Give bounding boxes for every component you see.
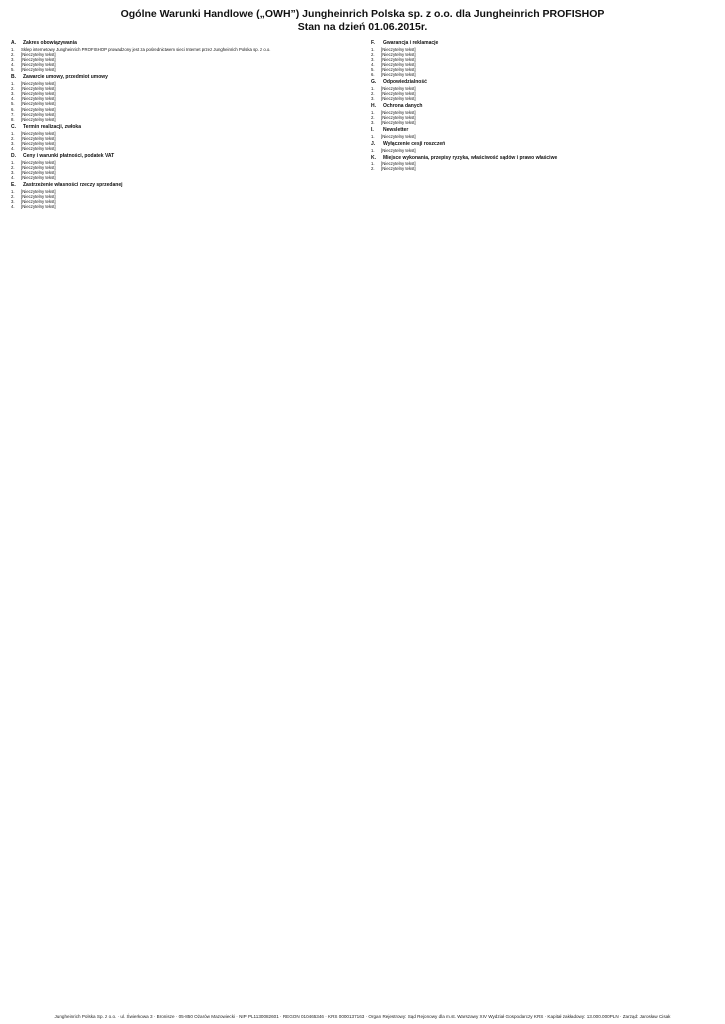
document-title: Ogólne Warunki Handlowe („OWH”) Jungheinrich Polska sp. z o.o. dla Jungheinrich PROFISHOP xyxy=(120,8,605,20)
section-heading xyxy=(11,153,353,159)
section-letter: B. xyxy=(11,74,16,81)
section-title: Odpowiedzialność xyxy=(383,79,427,86)
section-letter: H. xyxy=(371,103,376,110)
clause-text: [Nieczytelny tekst] xyxy=(21,199,56,205)
section-title: Zastrzeżenie własności rzeczy sprzedanej xyxy=(23,182,123,189)
clause-item xyxy=(371,120,713,125)
clause-text: [Nieczytelny tekst] xyxy=(21,175,56,181)
clause-text: [Nieczytelny tekst] xyxy=(21,204,56,210)
clause-text: Sklep internetowy Jungheinrich PROFISHOP prowadzony jest za pośrednictwem sieci Internet przez Jungheinrich Polska sp. z o.o. xyxy=(21,46,271,52)
clause-text: [Nieczytelny tekst] xyxy=(381,67,416,73)
clause-list xyxy=(371,86,713,101)
clause-text: [Nieczytelny tekst] xyxy=(381,56,416,62)
clause-text: [Nieczytelny tekst] xyxy=(381,109,416,115)
section-heading xyxy=(371,155,713,161)
clause-number: 3. xyxy=(11,56,15,62)
section-letter: D. xyxy=(11,153,16,160)
section-title: Newsletter xyxy=(383,127,409,134)
clause-number: 7. xyxy=(11,111,15,117)
clause-number: 4. xyxy=(371,61,375,67)
clause-text: [Nieczytelny tekst] xyxy=(381,161,416,167)
clause-text: [Nieczytelny tekst] xyxy=(21,106,56,112)
clause-number: 1. xyxy=(371,161,375,167)
clause-number: 8. xyxy=(11,116,15,122)
clause-text: [Nieczytelny tekst] xyxy=(21,164,56,170)
clause-number: 6. xyxy=(11,106,15,112)
clause-text: [Nieczytelny tekst] xyxy=(21,111,56,117)
clause-list xyxy=(11,47,353,73)
clause-text: [Nieczytelny tekst] xyxy=(21,91,56,97)
clause-list xyxy=(371,110,713,125)
section-letter: K. xyxy=(371,154,376,161)
section-c xyxy=(11,124,353,151)
clause-text: [Nieczytelny tekst] xyxy=(381,46,416,52)
clause-number: 2. xyxy=(11,193,15,199)
clause-number: 1. xyxy=(11,80,15,86)
clause-text: [Nieczytelny tekst] xyxy=(21,61,56,67)
clause-number: 3. xyxy=(11,199,15,205)
clause-number: 2. xyxy=(11,85,15,91)
clause-list xyxy=(371,161,713,171)
document-title-block xyxy=(0,8,725,34)
section-title: Zawarcie umowy, przedmiot umowy xyxy=(23,74,108,81)
section-heading xyxy=(371,79,713,85)
clause-number: 5. xyxy=(11,67,15,73)
clause-list xyxy=(371,47,713,78)
clause-text: [Nieczytelny tekst] xyxy=(21,116,56,122)
section-letter: A. xyxy=(11,40,16,46)
clause-number: 3. xyxy=(371,96,375,102)
section-heading xyxy=(11,40,353,46)
clause-text: [Nieczytelny tekst] xyxy=(381,91,416,97)
section-heading xyxy=(371,127,713,133)
section-e xyxy=(11,182,353,209)
clause-number: 2. xyxy=(11,164,15,170)
clause-text: [Nieczytelny tekst] xyxy=(381,166,416,172)
clause-text: [Nieczytelny tekst] xyxy=(21,85,56,91)
section-k xyxy=(371,155,713,172)
clause-text: [Nieczytelny tekst] xyxy=(21,56,56,62)
section-h xyxy=(371,103,713,125)
clause-number: 1. xyxy=(11,130,15,136)
section-heading xyxy=(11,182,353,188)
clause-number: 3. xyxy=(11,140,15,146)
clause-text: [Nieczytelny tekst] xyxy=(381,133,416,139)
clause-item xyxy=(11,204,353,209)
clause-item xyxy=(11,175,353,180)
footer-company-info: Jungheinrich Polska Sp. z o.o. · ul. Świerkowa 3 · Bronisze · 05-850 Ożarów Mazowiecki · NIP PL1130082601 · REGON 010465346 · KRS 0000137163 · Organ Rejestrowy: Sąd Rejonowy dla m.st. Warszawy XIV Wydział Gospodarczy KRS · Kapitał zakładowy: 13.000.000PLN · Zarząd: Jarosław Cisak xyxy=(54,1014,671,1019)
clause-item xyxy=(371,166,713,171)
section-title: Zakres obowiązywania xyxy=(23,40,77,46)
clause-number: 1. xyxy=(371,46,375,52)
document-subtitle: Stan na dzień 01.06.2015r. xyxy=(297,21,428,33)
section-heading xyxy=(11,74,353,80)
section-heading xyxy=(371,103,713,109)
clause-text: [Nieczytelny tekst] xyxy=(21,159,56,165)
clause-number: 1. xyxy=(371,147,375,153)
clause-list xyxy=(11,160,353,181)
section-title: Termin realizacji, zwłoka xyxy=(23,124,81,131)
section-heading xyxy=(371,40,713,46)
clause-text: [Nieczytelny tekst] xyxy=(381,115,416,121)
clause-text: [Nieczytelny tekst] xyxy=(381,51,416,57)
clause-item xyxy=(11,117,353,122)
clause-text: [Nieczytelny tekst] xyxy=(21,96,56,102)
clause-number: 5. xyxy=(11,101,15,107)
section-a xyxy=(11,40,353,72)
clause-item xyxy=(371,148,713,153)
clause-number: 1. xyxy=(371,85,375,91)
clause-number: 3. xyxy=(371,56,375,62)
right-column xyxy=(371,38,713,172)
clause-number: 3. xyxy=(11,91,15,97)
clause-text: [Nieczytelny tekst] xyxy=(21,101,56,107)
clause-number: 1. xyxy=(11,188,15,194)
clause-text: [Nieczytelny tekst] xyxy=(21,146,56,151)
section-letter: E. xyxy=(11,182,16,189)
clause-number: 1. xyxy=(371,133,375,139)
clause-list xyxy=(11,131,353,152)
section-j xyxy=(371,141,713,153)
clause-text: [Nieczytelny tekst] xyxy=(381,120,416,126)
clause-number: 4. xyxy=(11,96,15,102)
clause-text: [Nieczytelny tekst] xyxy=(381,72,416,78)
section-title: Wyłączenie cesji roszczeń xyxy=(383,141,446,148)
clause-number: 3. xyxy=(371,120,375,126)
section-d xyxy=(11,153,353,180)
section-heading xyxy=(11,124,353,130)
clause-list xyxy=(11,81,353,122)
clause-number: 2. xyxy=(371,51,375,57)
clause-number: 4. xyxy=(11,146,15,151)
clause-number: 2. xyxy=(11,51,15,57)
clause-number: 2. xyxy=(371,91,375,97)
clause-number: 5. xyxy=(371,67,375,73)
clause-number: 3. xyxy=(11,169,15,175)
clause-item xyxy=(11,67,353,72)
clause-number: 2. xyxy=(371,166,375,172)
section-i xyxy=(371,127,713,139)
clause-text: [Nieczytelny tekst] xyxy=(21,51,56,57)
clause-number: 4. xyxy=(11,175,15,181)
clause-text: [Nieczytelny tekst] xyxy=(21,130,56,136)
section-letter: J. xyxy=(371,141,376,148)
clause-text: [Nieczytelny tekst] xyxy=(21,67,56,73)
clause-text: [Nieczytelny tekst] xyxy=(21,80,56,86)
clause-text: [Nieczytelny tekst] xyxy=(21,193,56,199)
clause-item xyxy=(371,134,713,139)
clause-number: 1. xyxy=(371,109,375,115)
section-b xyxy=(11,74,353,122)
section-letter: C. xyxy=(11,124,16,131)
clause-text: [Nieczytelny tekst] xyxy=(381,96,416,102)
section-title: Ceny i warunki płatności, podatek VAT xyxy=(23,153,115,160)
clause-list xyxy=(371,134,713,139)
clause-item xyxy=(371,96,713,101)
clause-list xyxy=(371,148,713,153)
section-f xyxy=(371,40,713,77)
section-title: Miejsce wykonania, przepisy ryzyka, właściwość sądów i prawo właściwe xyxy=(383,154,558,161)
clause-number: 4. xyxy=(11,204,15,210)
section-letter: G. xyxy=(371,79,377,86)
section-g xyxy=(371,79,713,101)
left-column xyxy=(11,38,353,209)
section-letter: F. xyxy=(371,40,375,46)
clause-number: 4. xyxy=(11,61,15,67)
clause-text: [Nieczytelny tekst] xyxy=(21,188,56,194)
section-title: Gwarancja i reklamacje xyxy=(383,40,439,46)
clause-number: 6. xyxy=(371,72,375,78)
section-letter: I. xyxy=(371,127,374,134)
clause-item xyxy=(11,146,353,151)
clause-text: [Nieczytelny tekst] xyxy=(381,61,416,67)
clause-number: 2. xyxy=(371,115,375,121)
clause-number: 1. xyxy=(11,159,15,165)
clause-text: [Nieczytelny tekst] xyxy=(21,135,56,141)
clause-list xyxy=(11,189,353,210)
clause-text: [Nieczytelny tekst] xyxy=(21,169,56,175)
section-title: Ochrona danych xyxy=(383,103,423,110)
clause-text: [Nieczytelny tekst] xyxy=(381,85,416,91)
clause-item xyxy=(371,72,713,77)
clause-number: 1. xyxy=(11,46,15,52)
clause-text: [Nieczytelny tekst] xyxy=(21,140,56,146)
section-heading xyxy=(371,141,713,147)
clause-number: 2. xyxy=(11,135,15,141)
clause-text: [Nieczytelny tekst] xyxy=(381,147,416,153)
